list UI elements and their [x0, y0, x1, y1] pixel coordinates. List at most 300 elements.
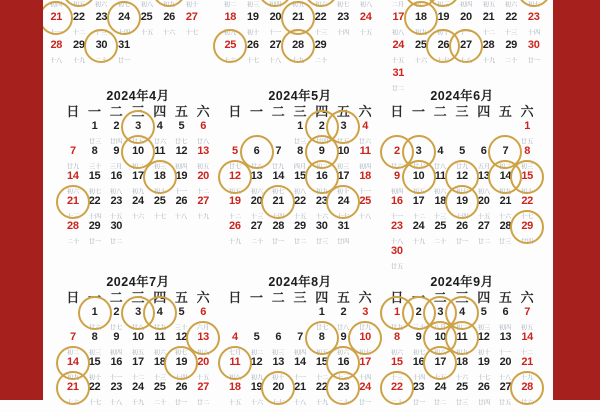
- lunar-label: 初七: [527, 1, 540, 9]
- day-number: 31: [337, 220, 350, 232]
- day-cell: [408, 381, 430, 412]
- lunar-label: 十八: [50, 57, 63, 65]
- day-number: 30: [95, 39, 108, 51]
- weekday-label: 一: [88, 104, 102, 119]
- day-number: 7: [275, 145, 282, 157]
- day-number: 1: [91, 120, 98, 132]
- lunar-label: 初十: [337, 188, 350, 196]
- lunar-label: 十三: [337, 374, 350, 382]
- lunar-label: 十四: [117, 29, 131, 37]
- week-row: [224, 195, 376, 220]
- lunar-label: 十七: [477, 374, 490, 382]
- day-cell: [289, 381, 311, 412]
- day-number: 21: [67, 195, 79, 207]
- lunar-label: 十一: [390, 213, 404, 221]
- lunar-label: 廿二: [293, 238, 307, 246]
- lunar-label: 初七: [88, 188, 101, 196]
- day-cell: [387, 39, 410, 70]
- lunar-label: 廿五: [337, 138, 350, 146]
- day-cell: [113, 39, 136, 70]
- day-number: 22: [88, 381, 101, 393]
- calendar-band-top: [43, 0, 553, 93]
- day-number: 12: [229, 170, 241, 182]
- day-number: 16: [110, 170, 123, 182]
- day-number: 16: [315, 170, 328, 182]
- lunar-label: 初十: [520, 188, 534, 196]
- lunar-label: 初六: [390, 349, 404, 357]
- day-number: 24: [434, 381, 447, 393]
- day-cell: [522, 11, 545, 42]
- day-number: 2: [415, 306, 422, 318]
- week-row: [387, 0, 545, 11]
- lunar-label: 初六: [504, 1, 518, 9]
- day-cell: [192, 195, 214, 226]
- lunar-label: 十一: [110, 374, 123, 382]
- weekday-label: 一: [88, 290, 102, 305]
- day-number: 21: [294, 381, 306, 393]
- day-cell: [267, 220, 289, 251]
- lunar-label: 二十: [337, 399, 350, 407]
- lunar-label: 十五: [392, 57, 405, 65]
- lunar-label: 十一: [269, 29, 282, 37]
- week-row: [224, 306, 376, 331]
- day-number: 28: [292, 39, 304, 51]
- lunar-label: 初四: [390, 188, 404, 196]
- day-number: 9: [318, 145, 325, 157]
- lunar-label: 廿一: [117, 57, 131, 65]
- lunar-label: 十二: [228, 213, 242, 221]
- lunar-label: 十八: [499, 374, 512, 382]
- day-number: 22: [314, 11, 327, 23]
- lunar-label: 初六: [95, 1, 108, 9]
- day-number: 29: [73, 39, 85, 51]
- day-cell: [386, 381, 408, 412]
- day-cell: [477, 11, 500, 42]
- day-number: 27: [477, 220, 490, 232]
- day-number: 17: [412, 195, 425, 207]
- day-number: 6: [200, 120, 207, 132]
- lunar-label: 初四: [459, 1, 473, 9]
- week-row: [224, 381, 376, 406]
- lunar-label: 十一: [499, 349, 512, 357]
- lunar-label: 初六: [434, 188, 447, 196]
- month-title: 2024年5月: [268, 89, 332, 103]
- weekday-label: 五: [336, 290, 350, 305]
- lunar-label: 十五: [140, 29, 153, 37]
- day-number: 21: [50, 11, 63, 23]
- day-number: 1: [393, 306, 400, 318]
- day-number: 4: [231, 331, 238, 343]
- lunar-label: 十五: [293, 213, 307, 221]
- day-number: 15: [521, 170, 533, 182]
- lunar-label: 初二: [250, 349, 263, 357]
- lunar-label: 初二: [315, 163, 328, 171]
- lunar-label: 十七: [88, 399, 101, 407]
- lunar-label: 初四: [50, 1, 63, 9]
- day-number: 13: [499, 331, 512, 343]
- lunar-label: 二十: [314, 57, 327, 65]
- week-row: [224, 356, 376, 381]
- weekday-header: [386, 104, 538, 120]
- day-number: 3: [340, 120, 347, 132]
- lunar-label: 十八: [269, 57, 282, 65]
- day-number: 24: [412, 220, 425, 232]
- day-cell: [45, 11, 68, 42]
- day-number: 24: [359, 11, 372, 23]
- weekday-label: 日: [228, 290, 242, 305]
- lunar-label: 初九: [499, 188, 512, 196]
- day-cell: [105, 220, 127, 251]
- day-number: 13: [250, 170, 263, 182]
- month-title: 2024年4月: [106, 89, 170, 103]
- day-number: 24: [337, 195, 350, 207]
- lunar-label: 廿六: [358, 138, 372, 146]
- day-number: 3: [135, 120, 141, 132]
- day-number: 22: [73, 11, 85, 23]
- day-number: 26: [437, 39, 450, 51]
- day-number: 18: [456, 356, 468, 368]
- day-number: 20: [250, 195, 263, 207]
- lunar-label: 初六: [153, 349, 166, 357]
- day-number: 23: [315, 195, 328, 207]
- day-number: 17: [337, 170, 350, 182]
- day-number: 21: [292, 11, 304, 23]
- lunar-label: 廿八: [196, 138, 210, 146]
- calendar-band-middle: [43, 86, 553, 274]
- lunar-label: 初五: [315, 349, 328, 357]
- lunar-label: 十二: [412, 213, 425, 221]
- day-number: 15: [88, 356, 101, 368]
- lunar-label: 初九: [66, 374, 80, 382]
- day-number: 19: [437, 11, 450, 23]
- day-number: 4: [156, 120, 163, 132]
- month-2024-06: [386, 85, 538, 271]
- lunar-label: 初二: [224, 1, 237, 9]
- week-row: [62, 120, 214, 145]
- lunar-label: 廿四: [315, 138, 328, 146]
- day-number: 10: [132, 145, 144, 157]
- day-cell: [264, 11, 287, 42]
- day-cell: [267, 381, 289, 412]
- day-cell: [287, 39, 310, 70]
- day-cell: [473, 381, 495, 412]
- lunar-label: 十五: [477, 213, 490, 221]
- day-cell: [429, 220, 451, 251]
- lunar-label: 初八: [196, 349, 210, 357]
- lunar-label: 廿二: [196, 399, 210, 407]
- day-cell: [386, 245, 408, 276]
- lunar-label: 十四: [455, 213, 469, 221]
- day-number: 26: [175, 381, 188, 393]
- day-number: 15: [294, 170, 306, 182]
- day-cell: [311, 220, 333, 251]
- lunar-label: 十九: [196, 213, 210, 221]
- week-row: [386, 195, 538, 220]
- weekday-label: 二: [109, 104, 123, 119]
- weekday-label: 日: [66, 104, 80, 119]
- week-row: [62, 145, 214, 170]
- day-number: 25: [224, 39, 237, 51]
- day-cell: [500, 11, 523, 42]
- day-number: 29: [294, 220, 306, 232]
- day-cell: [84, 381, 106, 412]
- lunar-label: 初十: [437, 29, 450, 37]
- week-row: [219, 0, 377, 11]
- day-number: 26: [247, 39, 259, 51]
- day-number: 13: [197, 331, 209, 343]
- day-number: 11: [154, 331, 166, 343]
- lunar-label: 十八: [358, 213, 372, 221]
- lunar-label: 十四: [336, 29, 350, 37]
- lunar-label: 廿九: [153, 324, 166, 332]
- day-number: 2: [340, 306, 347, 318]
- lunar-label: 初十: [477, 349, 490, 357]
- day-cell: [455, 11, 478, 42]
- month-2024-08: [224, 274, 376, 406]
- lunar-label: 廿六: [153, 138, 166, 146]
- lunar-label: 廿五: [520, 138, 534, 146]
- day-number: 8: [318, 331, 325, 343]
- lunar-label: 十五: [359, 29, 372, 37]
- left-border: [0, 0, 43, 400]
- day-number: 10: [434, 331, 447, 343]
- calendar-band-bottom: [43, 274, 553, 407]
- day-number: 31: [392, 67, 405, 79]
- day-number: 27: [197, 381, 209, 393]
- day-cell: [333, 381, 355, 412]
- lunar-label: 初十: [272, 374, 285, 382]
- day-number: 11: [456, 331, 468, 343]
- day-cell: [246, 381, 268, 412]
- weekday-label: 一: [412, 290, 426, 305]
- lunar-label: 初二: [131, 163, 145, 171]
- day-number: 3: [362, 306, 369, 318]
- day-number: 1: [318, 306, 325, 318]
- day-number: 2: [393, 145, 400, 157]
- day-number: 13: [477, 170, 490, 182]
- day-number: 14: [521, 331, 533, 343]
- day-number: 23: [412, 381, 425, 393]
- lunar-label: 初七: [358, 349, 372, 357]
- lunar-label: 十六: [250, 399, 263, 407]
- day-cell: [410, 11, 433, 42]
- lunar-label: 廿九: [272, 163, 285, 171]
- lunar-label: 初六: [250, 188, 263, 196]
- lunar-label: 初八: [477, 188, 490, 196]
- lunar-label: 十三: [504, 29, 518, 37]
- lunar-label: 初九: [455, 349, 469, 357]
- day-number: 21: [499, 195, 512, 207]
- day-number: 16: [412, 356, 425, 368]
- lunar-label: 廿八: [131, 324, 145, 332]
- day-cell: [62, 381, 84, 412]
- day-number: 24: [392, 39, 405, 51]
- day-number: 11: [154, 145, 166, 157]
- lunar-label: 十二: [291, 29, 305, 37]
- weekday-label: 五: [174, 290, 188, 305]
- lunar-label: 二十: [153, 399, 166, 407]
- lunar-label: 十七: [437, 57, 450, 65]
- lunar-label: 十七: [520, 213, 534, 221]
- day-number: 6: [200, 306, 207, 318]
- day-number: 17: [132, 170, 144, 182]
- lunar-label: 十一: [175, 188, 188, 196]
- lunar-label: 初五: [72, 1, 86, 9]
- lunar-label: 十四: [88, 213, 101, 221]
- week-row: [219, 11, 377, 39]
- day-number: 29: [521, 220, 533, 232]
- day-number: 28: [67, 220, 79, 232]
- day-number: 3: [415, 145, 422, 157]
- day-cell: [113, 11, 136, 42]
- day-cell: [387, 11, 410, 42]
- day-cell: [45, 39, 68, 70]
- lunar-label: 廿九: [358, 324, 372, 332]
- lunar-label: 廿七: [412, 163, 425, 171]
- day-number: 10: [132, 331, 144, 343]
- day-number: 28: [521, 381, 533, 393]
- day-cell: [500, 39, 523, 70]
- lunar-label: 十二: [131, 374, 145, 382]
- day-number: 19: [456, 195, 468, 207]
- right-border: [553, 0, 600, 400]
- day-number: 26: [175, 195, 188, 207]
- lunar-label: 初十: [246, 29, 260, 37]
- lunar-label: 廿七: [228, 163, 242, 171]
- day-number: 19: [477, 356, 490, 368]
- day-number: 21: [67, 381, 79, 393]
- lunar-label: 五月: [477, 163, 490, 171]
- lunar-label: 初十: [185, 1, 198, 9]
- day-cell: [90, 11, 113, 42]
- lunar-label: 十九: [131, 399, 145, 407]
- day-number: 14: [67, 170, 79, 182]
- lunar-label: 十四: [358, 374, 372, 382]
- lunar-label: 十九: [315, 399, 328, 407]
- lunar-label: 廿一: [272, 238, 285, 246]
- lunar-label: 二十: [250, 238, 263, 246]
- week-row: [224, 145, 376, 170]
- lunar-label: 廿三: [455, 399, 469, 407]
- day-number: 23: [337, 381, 350, 393]
- lunar-label: 十六: [414, 57, 428, 65]
- day-number: 25: [140, 11, 153, 23]
- lunar-label: 十九: [482, 57, 495, 65]
- day-number: 8: [393, 331, 400, 343]
- lunar-label: 十九: [72, 57, 86, 65]
- day-cell: [309, 39, 332, 70]
- day-cell: [522, 39, 545, 70]
- lunar-label: 初三: [246, 1, 260, 9]
- day-number: 7: [69, 331, 76, 343]
- lunar-label: 初七: [117, 1, 131, 9]
- week-row: [224, 170, 376, 195]
- day-number: 11: [359, 145, 371, 157]
- day-number: 9: [393, 170, 400, 182]
- day-number: 22: [505, 11, 517, 23]
- weekday-label: 二: [433, 290, 447, 305]
- day-number: 7: [524, 306, 531, 318]
- month-2024-02: [219, 0, 377, 67]
- day-number: 1: [524, 120, 531, 132]
- day-number: 16: [391, 195, 403, 207]
- week-row: [386, 170, 538, 195]
- lunar-label: 廿六: [520, 399, 534, 407]
- weekday-label: 六: [520, 104, 534, 119]
- day-cell: [264, 39, 287, 70]
- day-number: 12: [250, 356, 263, 368]
- lunar-label: 初四: [269, 1, 282, 9]
- month-2024-09: [386, 274, 538, 406]
- lunar-label: 十一: [459, 29, 473, 37]
- day-number: 30: [527, 39, 540, 51]
- weekday-label: 四: [477, 104, 491, 119]
- lunar-label: 初五: [412, 188, 425, 196]
- day-number: 19: [247, 11, 259, 23]
- lunar-label: 初四: [293, 349, 307, 357]
- day-number: 22: [391, 381, 403, 393]
- lunar-label: 十八: [459, 57, 473, 65]
- weekday-header: [62, 290, 214, 306]
- lunar-label: 十二: [72, 29, 86, 37]
- lunar-label: 十二: [196, 188, 210, 196]
- day-cell: [135, 11, 158, 42]
- lunar-label: 三十: [175, 324, 188, 332]
- weekday-label: 三: [293, 290, 307, 305]
- lunar-label: 初九: [250, 374, 263, 382]
- lunar-label: 六月: [196, 324, 210, 332]
- lunar-label: 廿五: [499, 399, 512, 407]
- lunar-label: 初四: [499, 324, 512, 332]
- week-row: [386, 220, 538, 245]
- day-cell: [332, 11, 355, 42]
- lunar-label: 十七: [185, 29, 198, 37]
- day-cell: [149, 381, 171, 412]
- lunar-label: 十六: [455, 374, 469, 382]
- day-number: 10: [359, 331, 371, 343]
- day-cell: [311, 381, 333, 412]
- day-number: 6: [502, 306, 509, 318]
- week-row: [386, 331, 538, 356]
- day-number: 9: [113, 145, 120, 157]
- lunar-label: 初八: [110, 188, 123, 196]
- day-number: 21: [272, 195, 285, 207]
- weekday-label: 三: [455, 290, 469, 305]
- day-number: 24: [132, 195, 144, 207]
- lunar-label: 初九: [131, 188, 145, 196]
- day-number: 20: [197, 170, 209, 182]
- lunar-label: 初十: [88, 374, 101, 382]
- day-number: 14: [294, 356, 306, 368]
- lunar-label: 二十: [66, 238, 80, 246]
- day-number: 23: [95, 11, 108, 23]
- day-number: 25: [359, 195, 371, 207]
- day-number: 9: [113, 331, 120, 343]
- day-number: 4: [437, 145, 444, 157]
- lunar-label: 十三: [66, 213, 80, 221]
- lunar-label: 初五: [131, 349, 145, 357]
- lunar-label: 十四: [272, 213, 285, 221]
- day-number: 26: [163, 11, 175, 23]
- day-number: 2: [113, 306, 120, 318]
- week-row: [386, 381, 538, 406]
- day-number: 5: [253, 331, 260, 343]
- day-number: 27: [197, 195, 209, 207]
- lunar-label: 初七: [412, 349, 425, 357]
- day-number: 4: [362, 120, 369, 132]
- lunar-label: 初七: [336, 1, 350, 9]
- day-number: 7: [297, 331, 303, 343]
